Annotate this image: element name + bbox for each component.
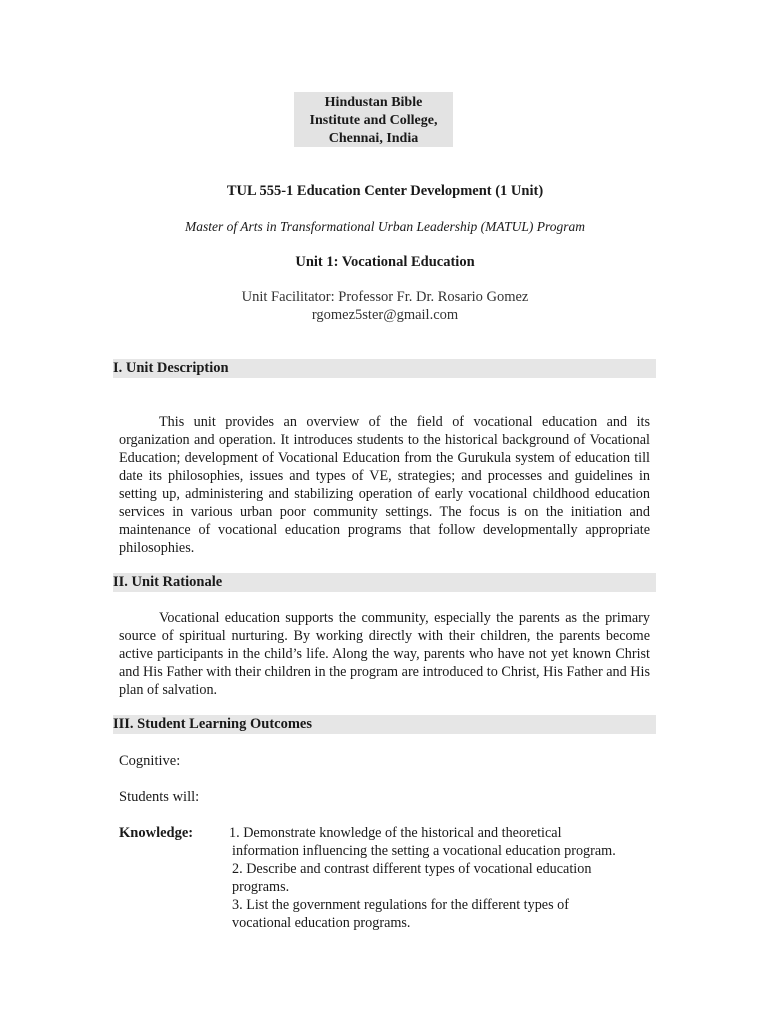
list-item-continuation: vocational education programs. <box>232 915 411 931</box>
institution-line: Hindustan Bible <box>324 95 423 110</box>
section-heading-outcomes: III. Student Learning Outcomes <box>113 715 656 734</box>
facilitator-line: Unit Facilitator: Professor Fr. Dr. Rosario Gomez <box>241 289 529 305</box>
knowledge-label: Knowledge: <box>119 825 194 841</box>
program-name: Master of Arts in Transformational Urban Leadership (MATUL) Program <box>184 219 586 234</box>
knowledge-list <box>229 824 649 932</box>
institution-header <box>294 92 453 147</box>
cognitive-label: Cognitive: <box>119 753 181 769</box>
facilitator-email: rgomez5ster@gmail.com <box>311 307 459 323</box>
students-will-label: Students will: <box>119 789 200 805</box>
description-paragraph <box>119 413 650 557</box>
institution-line: Institute and College, <box>309 113 438 128</box>
institution-line: Chennai, India <box>328 131 419 146</box>
unit-title: Unit 1: Vocational Education <box>295 254 475 270</box>
list-item-first-line: 2. Describe and contrast different types of vocational education <box>232 861 592 877</box>
list-item <box>229 896 649 932</box>
list-item-first-line: 3. List the government regulations for the different types of <box>232 897 569 913</box>
course-title: TUL 555-1 Education Center Development (1 Unit) <box>226 183 544 199</box>
rationale-paragraph <box>119 609 650 699</box>
list-item-first-line: 1. Demonstrate knowledge of the historical and theoretical <box>229 825 562 841</box>
section-heading-description: I. Unit Description <box>113 359 656 378</box>
rationale-text: Vocational education supports the community, especially the parents as the primary source of spiritual nurturing. By working directly with their children, the parents become active participants in the child’s life. Along the way, parents who have not yet known Christ and His Father with their children in the program are introduced to Christ, His Father and His plan of salvation. <box>119 610 650 698</box>
description-text: This unit provides an overview of the field of vocational education and its organization and operation. It introduces students to the historical background of Vocational Education; development of Vocational Education from the Gurukula system of education till date its philosophies, issues and types of VE, strategies; and processes and guidelines in setting up, administering and stabilizing operation of early vocational childhood education services in various urban poor community settings. The focus is on the initiation and maintenance of vocational education programs that follow developmentally appropriate philosophies. <box>119 414 650 556</box>
list-item <box>229 824 649 860</box>
list-item-continuation: information influencing the setting a vocational education program. <box>232 843 616 859</box>
list-item <box>229 860 649 896</box>
list-item-continuation: programs. <box>232 879 290 895</box>
section-heading-rationale: II. Unit Rationale <box>113 573 656 592</box>
